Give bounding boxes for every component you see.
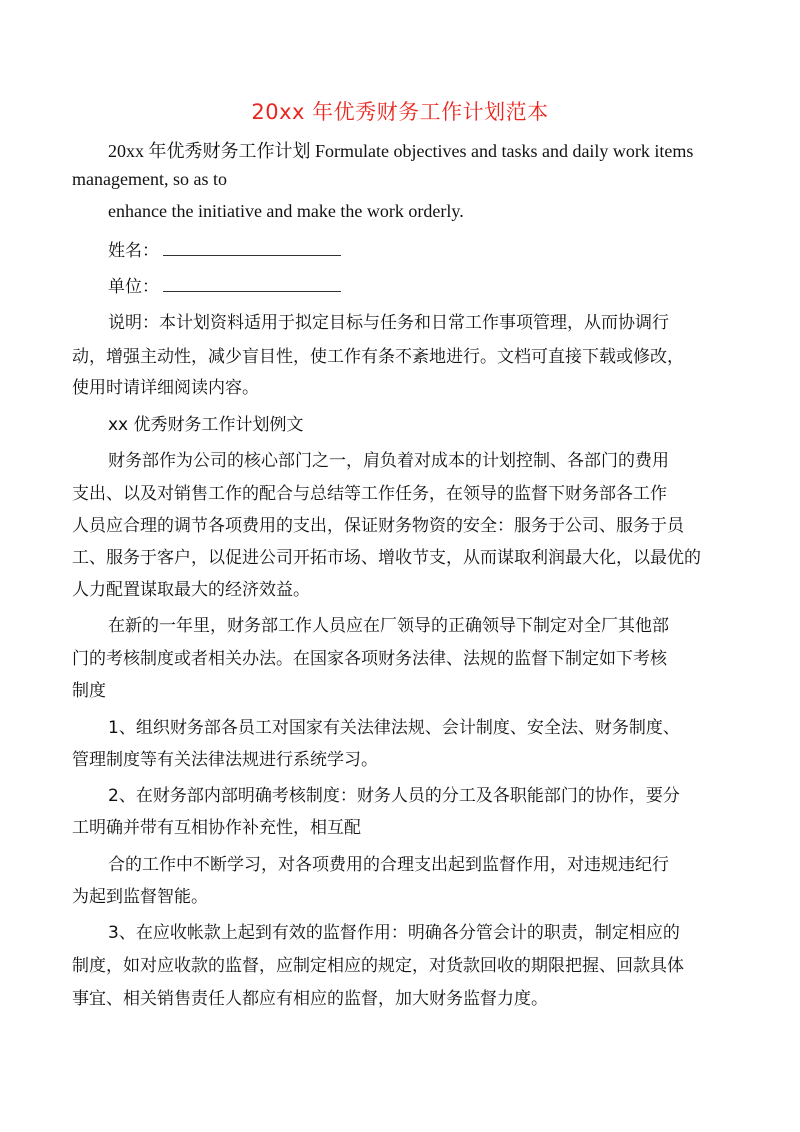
note-line-2: 动，增强主动性，减少盲目性，使工作有条不紊地进行。文档可直接下载或修改， bbox=[72, 347, 684, 367]
para1-line-5: 人力配置谋取最大的经济效益。 bbox=[72, 580, 310, 600]
para3-line-1: 1、组织财务部各员工对国家有关法律法规、会计制度、安全法、财务制度、 bbox=[108, 718, 680, 738]
para6-line-2: 制度，如对应收款的监督，应制定相应的规定，对货款回收的期限把握、回款具体 bbox=[72, 956, 684, 976]
para2-line-1: 在新的一年里，财务部工作人员应在厂领导的正确领导下制定对全厂其他部 bbox=[108, 616, 669, 636]
name-blank[interactable] bbox=[163, 239, 341, 256]
para5-line-2: 为起到监督智能。 bbox=[72, 887, 208, 907]
intro-line-2: management, so as to bbox=[72, 169, 227, 189]
para6-line-1: 3、在应收帐款上起到有效的监督作用：明确各分管会计的职责，制定相应的 bbox=[108, 923, 680, 943]
name-field-label: 姓名： bbox=[108, 241, 159, 261]
name-field[interactable] bbox=[108, 236, 341, 261]
intro-line-3: enhance the initiative and make the work orderly. bbox=[108, 201, 464, 221]
para6-line-3: 事宜、相关销售责任人都应有相应的监督，加大财务监督力度。 bbox=[72, 989, 548, 1009]
para4-line-2: 工明确并带有互相协作补充性，相互配 bbox=[72, 818, 361, 838]
para1-line-1: 财务部作为公司的核心部门之一，肩负着对成本的计划控制、各部门的费用 bbox=[108, 451, 669, 471]
para3-line-2: 管理制度等有关法律法规进行系统学习。 bbox=[72, 750, 378, 770]
page-title: 20xx 年优秀财务工作计划范本 bbox=[251, 100, 549, 124]
intro-line-1: 20xx 年优秀财务工作计划 Formulate objectives and tasks and daily work items bbox=[108, 141, 694, 161]
unit-blank[interactable] bbox=[163, 275, 341, 292]
note-line-3: 使用时请详细阅读内容。 bbox=[72, 378, 259, 398]
unit-field[interactable] bbox=[108, 272, 341, 297]
para1-line-4: 工、服务于客户，以促进公司开拓市场、增收节支，从而谋取利润最大化，以最优的 bbox=[72, 548, 701, 568]
para2-line-2: 门的考核制度或者相关办法。在国家各项财务法律、法规的监督下制定如下考核 bbox=[72, 649, 667, 669]
para4-line-1: 2、在财务部内部明确考核制度：财务人员的分工及各职能部门的协作，要分 bbox=[108, 786, 680, 806]
para1-line-2: 支出、以及对销售工作的配合与总结等工作任务，在领导的监督下财务部各工作 bbox=[72, 484, 667, 504]
para1-line-3: 人员应合理的调节各项费用的支出，保证财务物资的安全：服务于公司、服务于员 bbox=[72, 516, 684, 536]
unit-field-label: 单位： bbox=[108, 277, 159, 297]
note-line-1: 说明：本计划资料适用于拟定目标与任务和日常工作事项管理，从而协调行 bbox=[108, 313, 669, 333]
subtitle: xx 优秀财务工作计划例文 bbox=[108, 415, 304, 435]
para5-line-1: 合的工作中不断学习，对各项费用的合理支出起到监督作用，对违规违纪行 bbox=[108, 855, 669, 875]
para2-line-3: 制度 bbox=[72, 681, 106, 701]
